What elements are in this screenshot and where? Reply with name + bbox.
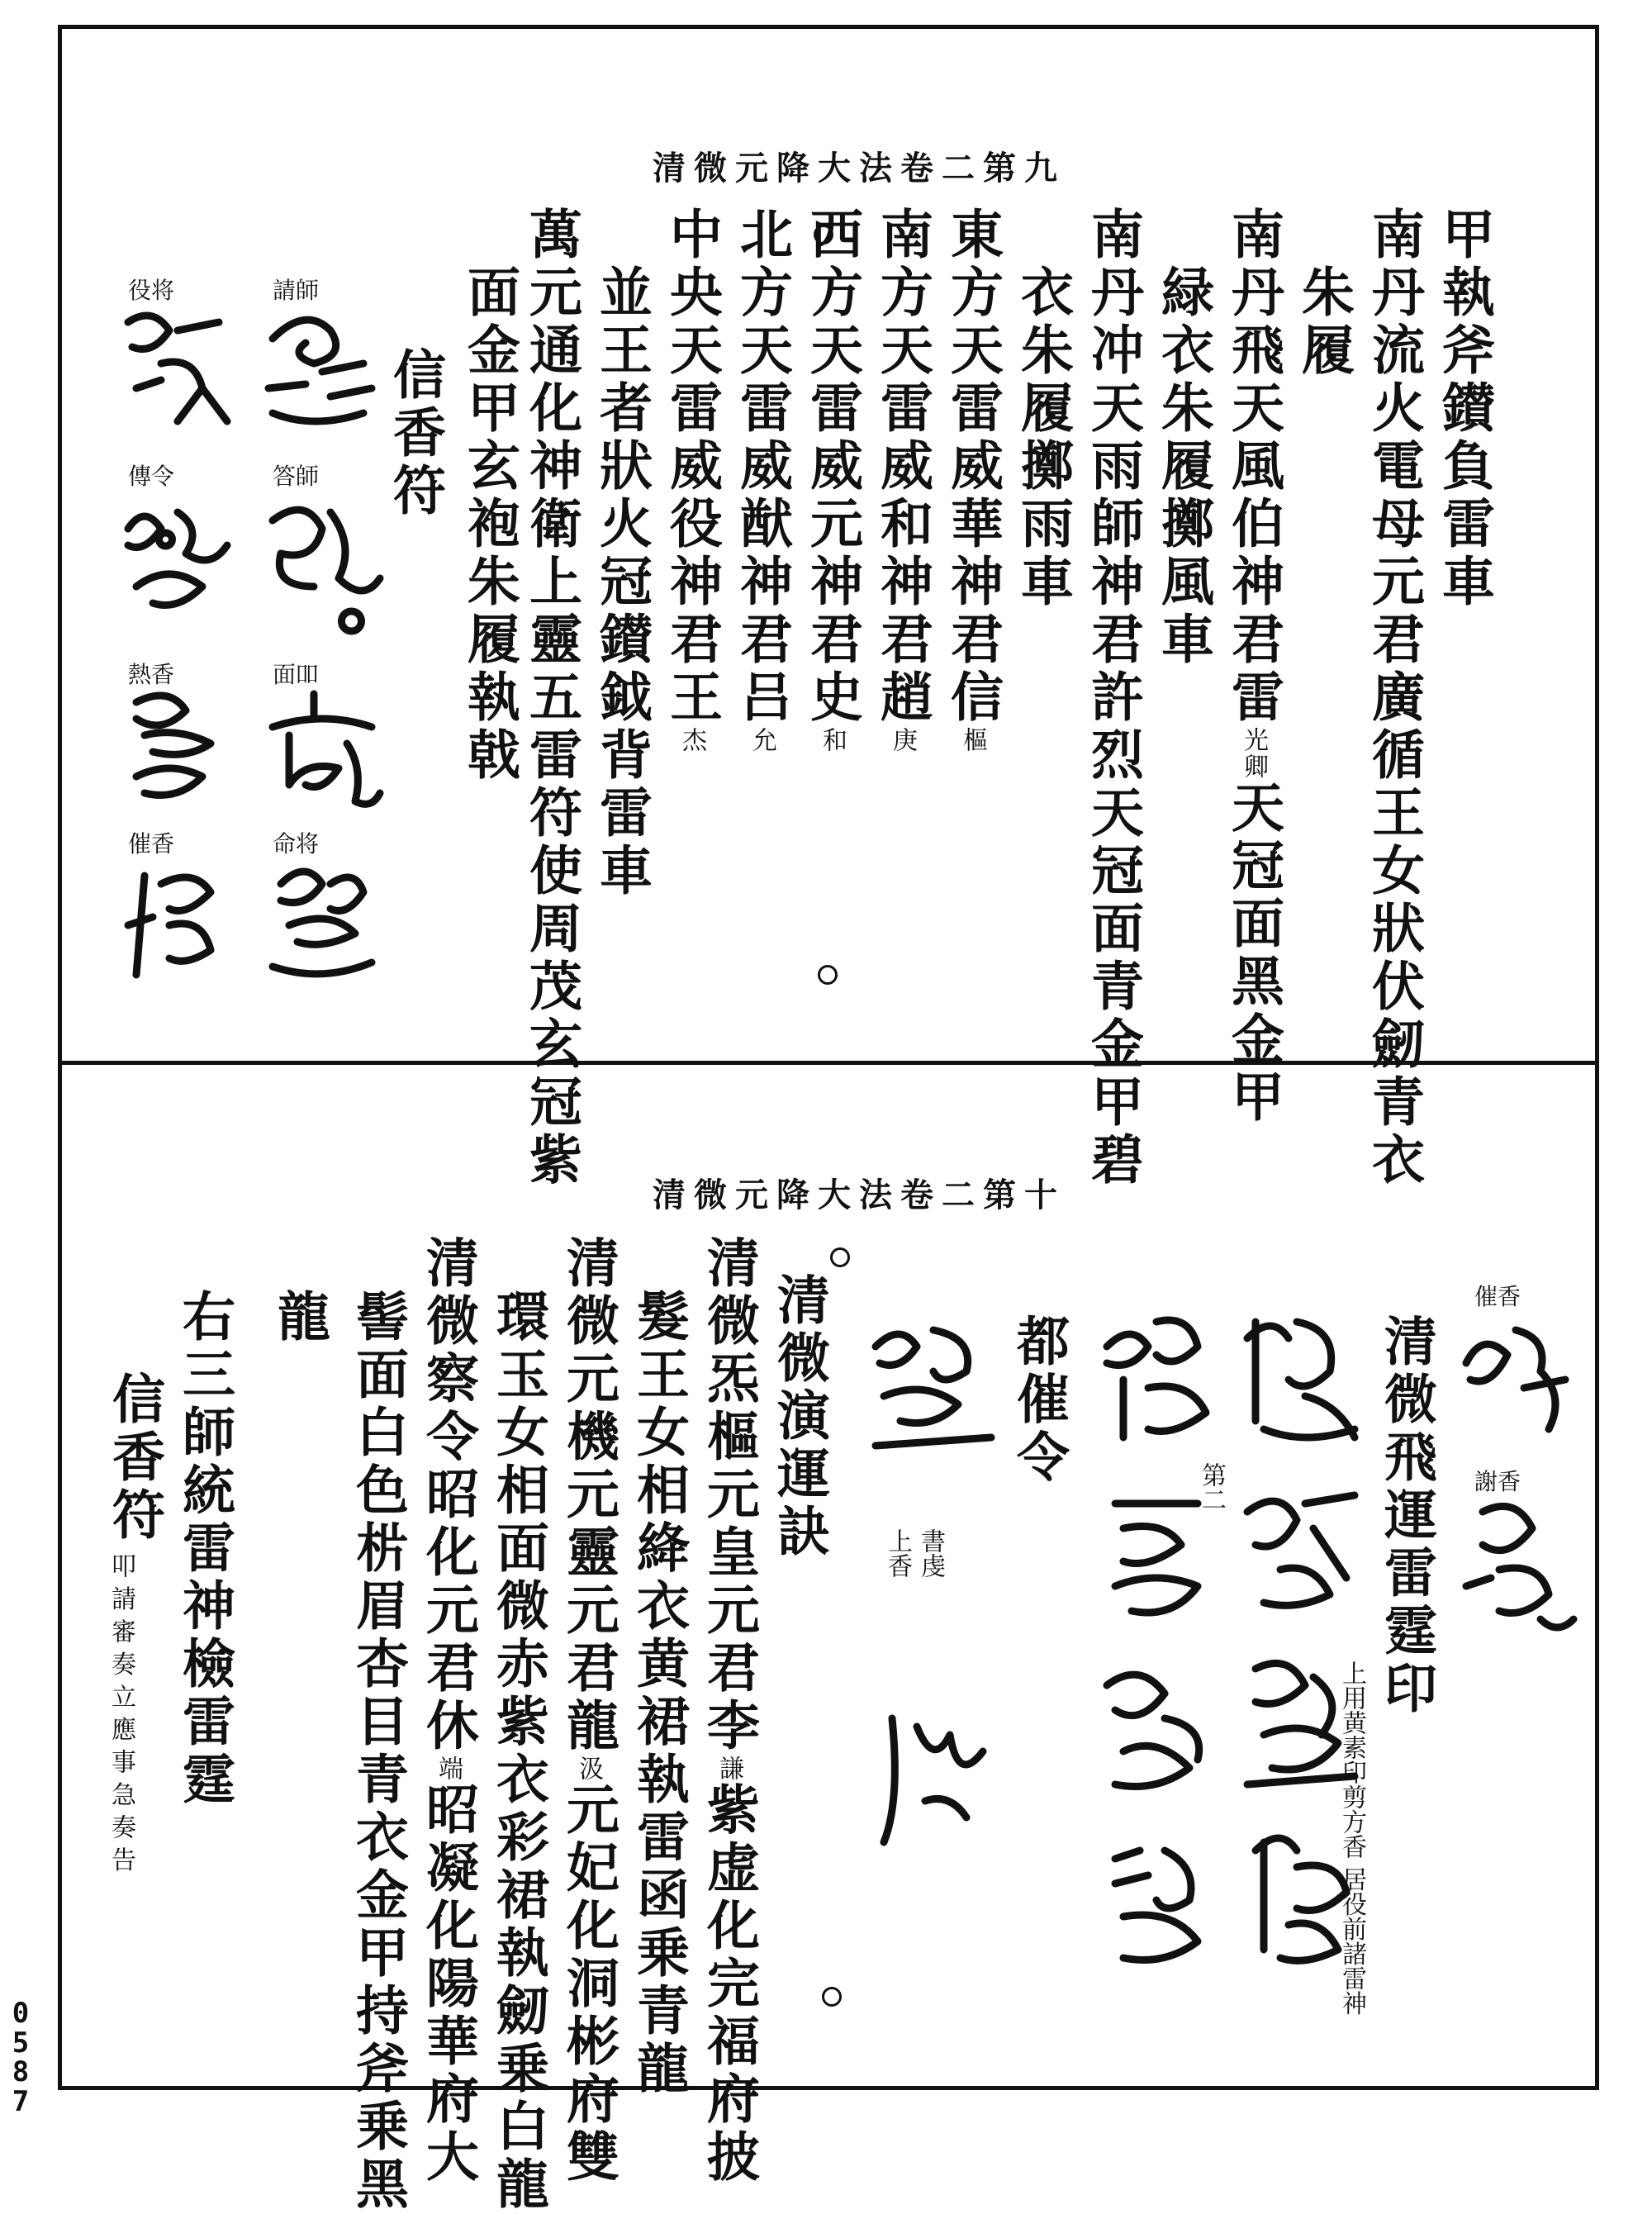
talisman-label: 面吅 [273,661,320,688]
lower-col-1-note: 上用黄素印剪方香 居役前諸雷神 [1337,1660,1366,2016]
talisman-glyph [256,859,380,983]
upper-col-16: 信香符 [384,347,446,520]
talisman-glyph [1450,1495,1574,1644]
upper-col-6: 南丹冲天雨師神君許烈天冠面青金甲碧 [1082,207,1144,1190]
talisman-glyph [256,496,380,628]
lower-circle-mark [830,1247,850,1267]
talisman-label: 第二 [1197,1462,1226,1512]
lower-col-3: 清微演運訣 [768,1272,830,1561]
lower-col-6: 清微元機元靈元君龍汲元妃化洞彬府雙 [558,1235,620,2187]
upper-header: 清微元降大法卷二第九 [653,149,1066,188]
lower-col-12-note: 叩 請 審 奏 立 應 事 急 奏 告 [107,1553,135,1872]
talisman-glyph [1450,1314,1574,1437]
lower-col-10: 龍 [268,1289,330,1347]
upper-col-10: 西方天雷威元神君史和 [801,207,863,753]
upper-col-1: 甲執斧鑚負雷車 [1433,207,1495,611]
lower-col-1: 清微飛運雷霆印 [1375,1314,1437,1718]
upper-col-4: 南丹飛天風伯神君雷光卿天冠面黑金甲 [1222,207,1284,1127]
upper-col-2: 南丹流火電母元君廣循王女狀伏劒青衣 [1363,207,1425,1190]
upper-col-14: 萬元通化神衛上靈五雷符使周茂玄冠紫 [520,207,582,1190]
upper-circle-mark [814,225,833,245]
talisman-glyph [112,496,235,620]
talisman-glyph [256,306,380,430]
lower-circle-mark [822,1987,842,2007]
upper-col-7: 衣朱履擲雨車 [1012,264,1074,611]
talisman-glyph [1231,1652,1363,1793]
talisman-glyph [1090,1660,1222,1801]
upper-col-13: 並王者狀火冠鑚鉞背雷車 [591,264,653,900]
lower-col-9: 髻面白色㭊眉杏目青衣金甲持斧乗黑 [347,1289,409,2214]
talisman-glyph [1231,1479,1363,1619]
lower-col-4: 清微炁樞元皇元君李謙紫虚化完福府披 [698,1235,760,2187]
upper-circle-mark [818,965,838,985]
talisman-label: 役将 [128,277,175,304]
talisman-glyph [1090,1834,1222,1974]
upper-col-15: 面金甲玄袍朱履執戟 [458,264,520,785]
upper-col-9: 南方天雷威和神君趙庚 [871,207,933,753]
upper-col-3: 朱履 [1293,264,1355,380]
lower-col-7: 環玉女相面微赤紫衣彩裙執劒乗白龍 [487,1289,549,2214]
lower-header: 清微元降大法卷二第十 [653,1176,1066,1214]
talisman-label: 書虔 [916,1528,945,1578]
lower-col-12: 信香符 [103,1371,165,1545]
lower-col-8: 清微察令昭化元君休端昭凝化陽華府大 [417,1235,479,2187]
upper-col-12: 中央天雷威役神君王杰 [661,207,723,753]
talisman-label: 答師 [273,463,320,490]
upper-col-5: 緑衣朱履擲風車 [1152,264,1214,669]
talisman-glyph [112,306,235,430]
talisman-label: 熱香 [128,661,175,688]
talisman-label: 催香 [1474,1283,1521,1310]
talisman-glyph [256,686,380,810]
talisman-glyph [1231,1305,1363,1446]
talisman-glyph [1090,1305,1222,1446]
talisman-glyph [112,686,235,810]
talisman-glyph [112,859,235,991]
talisman-glyph [1090,1487,1222,1627]
lower-col-2: 都催令 [1008,1314,1070,1487]
talisman-glyph [859,1314,999,1462]
talisman-label: 請師 [273,277,320,304]
page-number: 0 5 8 7 [12,1997,30,2119]
talisman-glyph [1231,1826,1363,1966]
upper-col-11: 北方天雷威猷神君吕允 [731,207,793,753]
lower-col-5: 髮王女相絳衣黄裙執雷函乗青龍 [628,1289,690,2098]
lower-col-11: 右三師統雷神檢雷霆 [173,1289,235,1809]
talisman-label: 催香 [128,830,175,858]
talisman-label: 命将 [273,830,320,858]
talisman-label: 傳令 [128,463,175,490]
upper-col-8: 東方天雷威華神君信樞 [942,207,1004,753]
talisman-label: 上香 [883,1528,912,1578]
talisman-glyph [867,1685,999,1851]
talisman-label: 謝香 [1474,1468,1521,1495]
